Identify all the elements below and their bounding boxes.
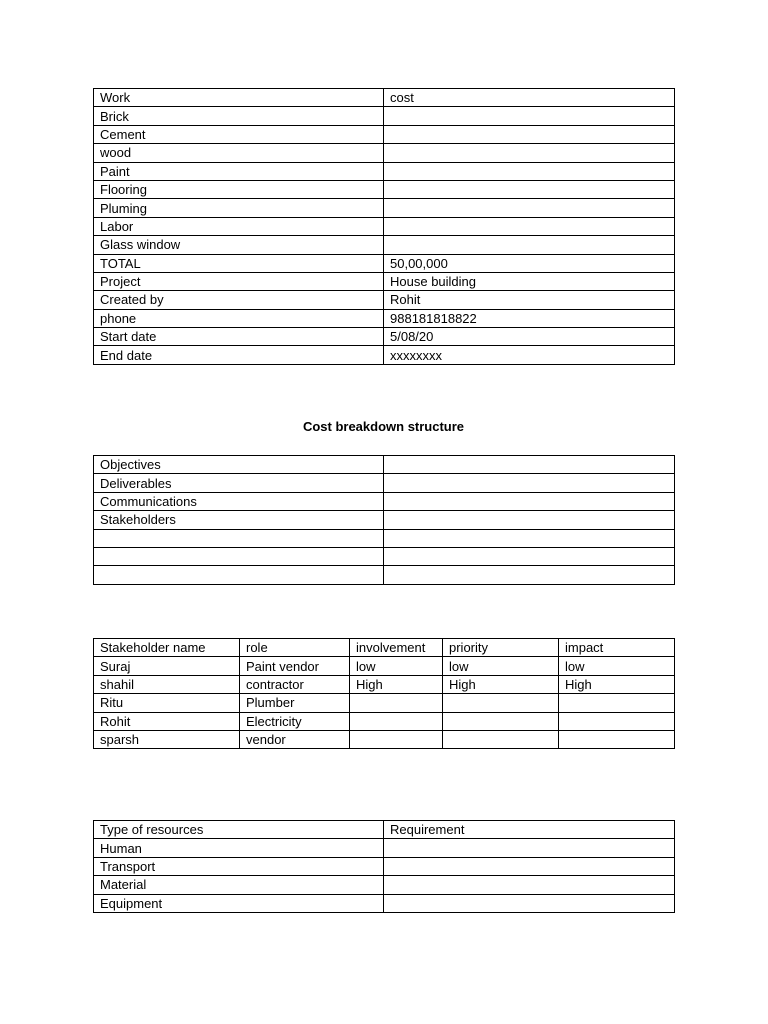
cost-table-row [94, 144, 675, 162]
table-cell: Requirement [384, 821, 675, 839]
table-cell: Cement [94, 125, 384, 143]
table-cell [384, 547, 675, 565]
table-cell: 5/08/20 [384, 328, 675, 346]
cost-table-row [94, 346, 675, 364]
table-cell: low [443, 657, 559, 675]
table-cell [94, 547, 384, 565]
stakeholder-table [93, 638, 675, 749]
table-cell: Rohit [384, 291, 675, 309]
table-cell [384, 894, 675, 912]
table-cell [350, 712, 443, 730]
table-cell: Brick [94, 107, 384, 125]
cost-table-row [94, 107, 675, 125]
scope-table-row [94, 566, 675, 584]
scope-table-row [94, 511, 675, 529]
table-cell [384, 162, 675, 180]
resource-table-row [94, 894, 675, 912]
table-cell: Stakeholders [94, 511, 384, 529]
table-cell: Transport [94, 857, 384, 875]
table-cell [384, 839, 675, 857]
table-cell: cost [384, 89, 675, 107]
cost-table-row [94, 180, 675, 198]
table-cell [94, 529, 384, 547]
table-cell [384, 217, 675, 235]
table-cell: Project [94, 272, 384, 290]
table-cell [559, 694, 675, 712]
stakeholder-table-row [94, 639, 675, 657]
table-cell: shahil [94, 675, 240, 693]
table-cell: High [443, 675, 559, 693]
resource-table-row [94, 876, 675, 894]
table-cell [384, 474, 675, 492]
table-cell: Start date [94, 328, 384, 346]
table-cell [384, 876, 675, 894]
table-cell: House building [384, 272, 675, 290]
table-cell: Objectives [94, 456, 384, 474]
table-cell: Ritu [94, 694, 240, 712]
cost-table-row [94, 217, 675, 235]
table-cell: low [350, 657, 443, 675]
table-cell: Equipment [94, 894, 384, 912]
table-cell: Flooring [94, 180, 384, 198]
table-cell [384, 144, 675, 162]
cost-table [93, 88, 675, 365]
stakeholder-table-row [94, 675, 675, 693]
stakeholder-table-row [94, 712, 675, 730]
table-cell: Glass window [94, 236, 384, 254]
cost-table-row [94, 254, 675, 272]
table-cell [559, 730, 675, 748]
scope-table-row [94, 456, 675, 474]
cost-table-row [94, 89, 675, 107]
table-cell [384, 199, 675, 217]
resource-table [93, 820, 675, 913]
table-cell: Work [94, 89, 384, 107]
table-cell [384, 511, 675, 529]
table-cell [443, 694, 559, 712]
table-cell [384, 492, 675, 510]
table-cell: low [559, 657, 675, 675]
table-cell: Plumber [240, 694, 350, 712]
table-cell: phone [94, 309, 384, 327]
table-cell: impact [559, 639, 675, 657]
table-cell [384, 456, 675, 474]
table-cell: role [240, 639, 350, 657]
scope-table-row [94, 529, 675, 547]
cost-table-row [94, 272, 675, 290]
table-cell: wood [94, 144, 384, 162]
section-heading: Cost breakdown structure [302, 419, 465, 434]
table-cell: Paint vendor [240, 657, 350, 675]
table-cell [559, 712, 675, 730]
table-cell [443, 712, 559, 730]
cost-table-row [94, 309, 675, 327]
resource-table-row [94, 839, 675, 857]
table-cell: Created by [94, 291, 384, 309]
table-cell: sparsh [94, 730, 240, 748]
table-cell: priority [443, 639, 559, 657]
stakeholder-table-row [94, 694, 675, 712]
scope-table [93, 455, 675, 585]
stakeholder-table-row [94, 730, 675, 748]
table-cell: Communications [94, 492, 384, 510]
cost-table-row [94, 328, 675, 346]
table-cell [443, 730, 559, 748]
table-cell: 988181818822 [384, 309, 675, 327]
resource-table-row [94, 821, 675, 839]
table-cell: Labor [94, 217, 384, 235]
table-cell: xxxxxxxx [384, 346, 675, 364]
table-cell: Paint [94, 162, 384, 180]
table-cell [384, 107, 675, 125]
table-cell: 50,00,000 [384, 254, 675, 272]
table-cell: Electricity [240, 712, 350, 730]
table-cell: High [559, 675, 675, 693]
table-cell [384, 566, 675, 584]
table-cell: vendor [240, 730, 350, 748]
table-cell [384, 125, 675, 143]
table-cell: Material [94, 876, 384, 894]
table-cell: Pluming [94, 199, 384, 217]
cost-table-row [94, 199, 675, 217]
table-cell: Suraj [94, 657, 240, 675]
scope-table-row [94, 474, 675, 492]
table-cell [384, 529, 675, 547]
table-cell: Stakeholder name [94, 639, 240, 657]
table-cell: Deliverables [94, 474, 384, 492]
table-cell [94, 566, 384, 584]
table-cell [384, 180, 675, 198]
table-cell: contractor [240, 675, 350, 693]
table-cell: High [350, 675, 443, 693]
cost-table-row [94, 236, 675, 254]
cost-table-row [94, 125, 675, 143]
table-cell [350, 730, 443, 748]
table-cell [350, 694, 443, 712]
cost-table-row [94, 162, 675, 180]
table-cell: TOTAL [94, 254, 384, 272]
table-cell: Human [94, 839, 384, 857]
table-cell [384, 857, 675, 875]
stakeholder-table-row [94, 657, 675, 675]
scope-table-row [94, 547, 675, 565]
table-cell: End date [94, 346, 384, 364]
table-cell [384, 236, 675, 254]
scope-table-row [94, 492, 675, 510]
table-cell: Rohit [94, 712, 240, 730]
cost-table-row [94, 291, 675, 309]
table-cell: Type of resources [94, 821, 384, 839]
table-cell: involvement [350, 639, 443, 657]
resource-table-row [94, 857, 675, 875]
